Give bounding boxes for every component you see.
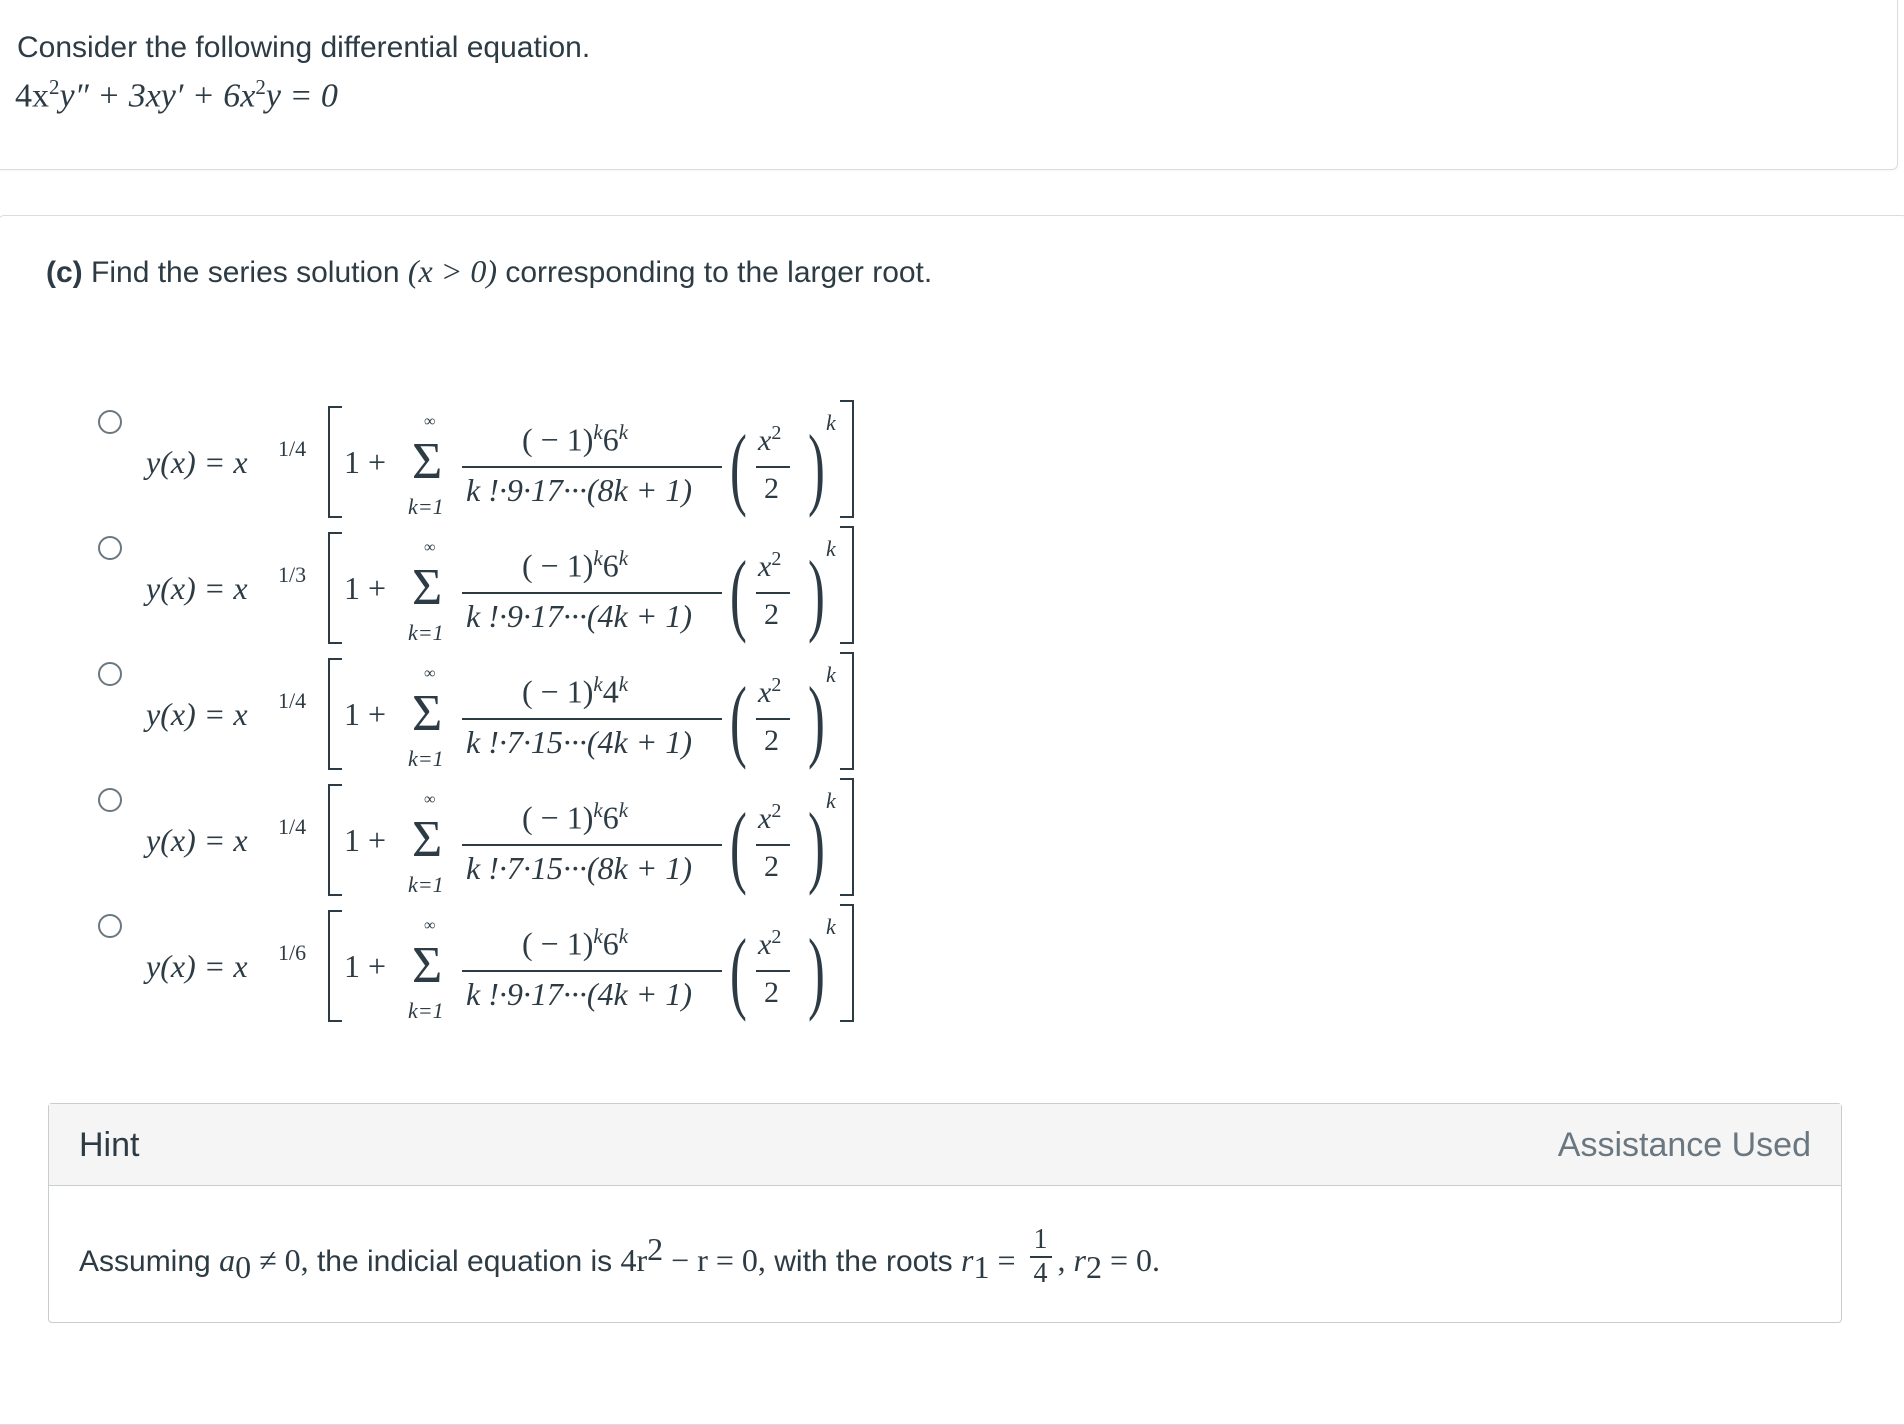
fraction-bar xyxy=(462,592,722,594)
one-plus: 1 + xyxy=(344,948,387,984)
left-paren: ( xyxy=(730,794,747,896)
right-bracket xyxy=(840,778,854,896)
right-paren: ) xyxy=(808,416,825,518)
inner-fraction-bar xyxy=(756,592,790,594)
inner-denominator: 2 xyxy=(764,976,779,1009)
question-intro: Consider the following differential equation. xyxy=(17,31,591,64)
sigma-icon: Σ xyxy=(412,937,443,994)
series-denominator: k !·7·15···(8k + 1) xyxy=(466,850,692,886)
sum-lower-limit: k=1 xyxy=(408,998,444,1023)
sigma-icon: Σ xyxy=(412,811,443,868)
answer-option[interactable] xyxy=(0,662,900,788)
inner-numerator: $x^2$ xyxy=(758,800,782,835)
one-plus: 1 + xyxy=(344,570,387,606)
radio-button[interactable] xyxy=(98,914,122,938)
sum-lower-limit: k=1 xyxy=(408,620,444,645)
right-paren: ) xyxy=(808,668,825,770)
series-denominator: k !·9·17···(4k + 1) xyxy=(466,598,692,634)
sum-lower-limit: k=1 xyxy=(408,872,444,897)
one-plus: 1 + xyxy=(344,696,387,732)
series-numerator: ( − $1)^k4^k$ xyxy=(522,672,629,710)
sigma-icon: Σ xyxy=(412,685,443,742)
series-denominator: k !·7·15···(4k + 1) xyxy=(466,724,692,760)
series-numerator: ( − $1)^k6^k$ xyxy=(522,420,629,458)
option-exponent: 1/4 xyxy=(278,814,307,839)
fraction-bar xyxy=(462,970,722,972)
inner-denominator: 2 xyxy=(764,850,779,883)
fraction-bar xyxy=(462,844,722,846)
sum-upper-limit: ∞ xyxy=(424,917,436,934)
sigma-icon: Σ xyxy=(412,433,443,490)
answer-option[interactable] xyxy=(0,788,900,914)
right-paren: ) xyxy=(808,920,825,1022)
right-paren: ) xyxy=(808,542,825,644)
hint-title: Hint xyxy=(79,1126,140,1164)
inner-denominator: 2 xyxy=(764,724,779,757)
sum-lower-limit: k=1 xyxy=(408,494,444,519)
question-card xyxy=(0,0,1898,170)
inner-numerator: $x^2$ xyxy=(758,422,782,457)
part-c-prompt: (c) Find the series solution (x > 0) corresponding to the larger root. xyxy=(46,253,933,289)
inner-numerator: $x^2$ xyxy=(758,926,782,961)
answer-option[interactable] xyxy=(0,410,900,536)
option-lhs: y(x) = x xyxy=(146,570,248,606)
right-bracket xyxy=(840,400,854,518)
one-plus: 1 + xyxy=(344,444,387,480)
inner-denominator: 2 xyxy=(764,598,779,631)
answer-option[interactable] xyxy=(0,914,900,1040)
hint-panel xyxy=(48,1103,1842,1323)
option-exponent: 1/3 xyxy=(278,562,307,587)
radio-button[interactable] xyxy=(98,662,122,686)
assistance-used-label: Assistance Used xyxy=(1557,1126,1811,1164)
condition: (x > 0) xyxy=(407,253,497,289)
series-denominator: k !·9·17···(4k + 1) xyxy=(466,976,692,1012)
option-lhs: y(x) = x xyxy=(146,444,248,480)
option-exponent: 1/4 xyxy=(278,688,307,713)
sum-upper-limit: ∞ xyxy=(424,413,436,430)
left-bracket xyxy=(328,406,342,518)
series-denominator: k !·9·17···(8k + 1) xyxy=(466,472,692,508)
right-bracket xyxy=(840,904,854,1022)
left-bracket xyxy=(328,532,342,644)
radio-button[interactable] xyxy=(98,410,122,434)
sum-lower-limit: k=1 xyxy=(408,746,444,771)
inner-fraction-bar xyxy=(756,844,790,846)
option-exponent: 1/6 xyxy=(278,940,307,965)
inner-denominator: 2 xyxy=(764,472,779,505)
left-bracket xyxy=(328,784,342,896)
sum-upper-limit: ∞ xyxy=(424,665,436,682)
right-bracket xyxy=(840,526,854,644)
right-bracket xyxy=(840,652,854,770)
inner-numerator: $x^2$ xyxy=(758,674,782,709)
part-label: (c) xyxy=(46,256,83,289)
inner-fraction-bar xyxy=(756,718,790,720)
series-numerator: ( − $1)^k6^k$ xyxy=(522,798,629,836)
left-paren: ( xyxy=(730,416,747,518)
one-plus: 1 + xyxy=(344,822,387,858)
series-numerator: ( − $1)^k6^k$ xyxy=(522,546,629,584)
left-paren: ( xyxy=(730,542,747,644)
fraction-bar xyxy=(462,466,722,468)
left-bracket xyxy=(328,658,342,770)
outer-exponent: k xyxy=(826,662,836,687)
series-numerator: ( − $1)^k6^k$ xyxy=(522,924,629,962)
sum-upper-limit: ∞ xyxy=(424,791,436,808)
outer-exponent: k xyxy=(826,410,836,435)
fraction-bar xyxy=(462,718,722,720)
left-bracket xyxy=(328,910,342,1022)
sum-upper-limit: ∞ xyxy=(424,539,436,556)
outer-exponent: k xyxy=(826,788,836,813)
inner-fraction-bar xyxy=(756,466,790,468)
radio-button[interactable] xyxy=(98,536,122,560)
root-fraction: $\frac{1}{4}$ xyxy=(1030,1224,1052,1290)
left-paren: ( xyxy=(730,920,747,1022)
outer-exponent: k xyxy=(826,914,836,939)
left-paren: ( xyxy=(730,668,747,770)
sigma-icon: Σ xyxy=(412,559,443,616)
right-paren: ) xyxy=(808,794,825,896)
option-exponent: 1/4 xyxy=(278,436,307,461)
radio-button[interactable] xyxy=(98,788,122,812)
option-lhs: y(x) = x xyxy=(146,822,248,858)
answer-option[interactable] xyxy=(0,536,900,662)
outer-exponent: k xyxy=(826,536,836,561)
option-lhs: y(x) = x xyxy=(146,696,248,732)
hint-header[interactable] xyxy=(49,1104,1841,1186)
differential-equation: $4x^2y'' + 3xy' + 6x^2y = 0$ xyxy=(15,75,338,115)
inner-fraction-bar xyxy=(756,970,790,972)
inner-numerator: $x^2$ xyxy=(758,548,782,583)
option-lhs: y(x) = x xyxy=(146,948,248,984)
hint-text: Assuming $a_0 \ne 0$, the indicial equation is $4r^2 - r = 0$, with the roots $r_1$ = $\frac{1}{4}$ , $r_2 = 0$. xyxy=(79,1224,1160,1289)
